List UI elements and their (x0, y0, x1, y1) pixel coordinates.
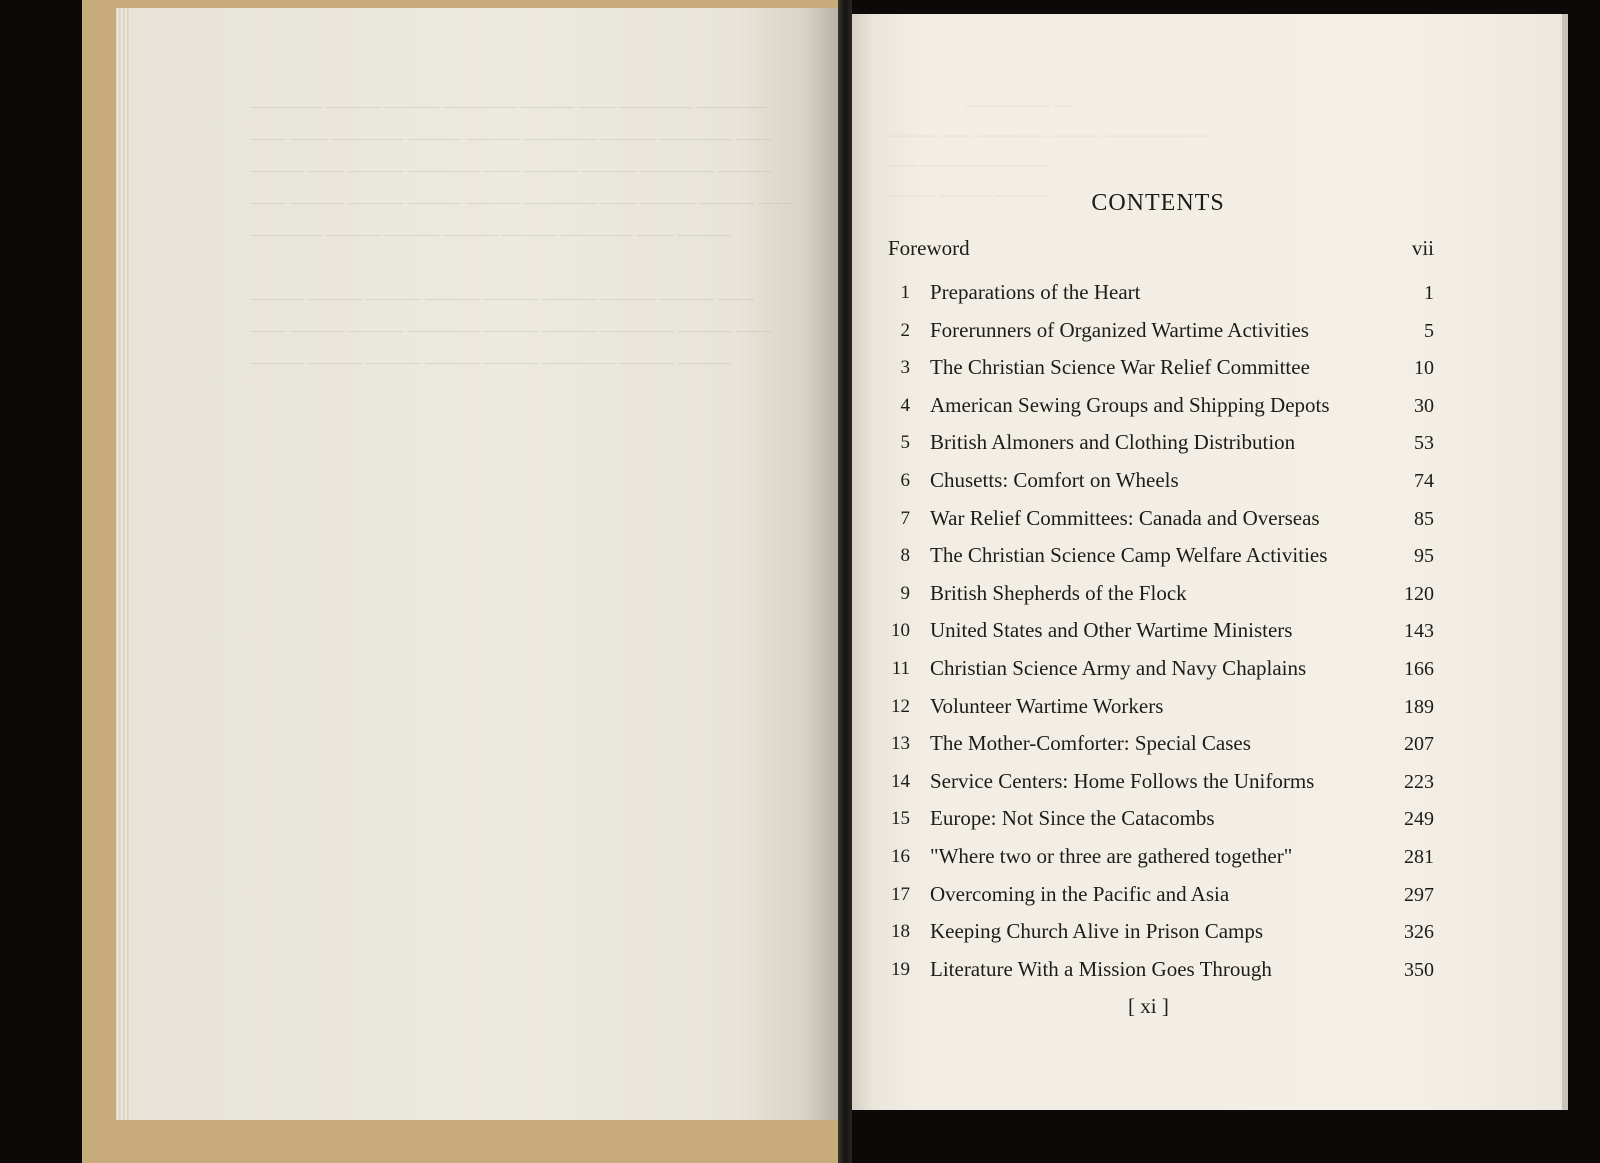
chapter-title: Preparations of the Heart (930, 280, 1141, 304)
chapter-entry (882, 844, 1434, 882)
book-gutter (838, 0, 852, 1163)
chapter-number: 15 (891, 808, 910, 830)
chapter-number: 11 (891, 657, 910, 679)
chapter-page: 74 (1414, 469, 1434, 492)
chapter-page: 53 (1414, 432, 1434, 455)
chapter-page: 143 (1404, 620, 1434, 643)
chapter-number: 7 (900, 507, 910, 529)
chapter-title: Chusetts: Comfort on Wheels (930, 467, 1179, 492)
table-of-contents (852, 14, 1568, 1110)
chapter-title: Europe: Not Since the Catacombs (930, 806, 1215, 831)
chapter-number: 2 (900, 319, 910, 341)
chapter-entry (882, 506, 1434, 544)
chapter-number: 17 (891, 883, 910, 905)
chapter-entry (882, 318, 1434, 356)
chapter-title: United States and Other Wartime Ministers (930, 618, 1293, 643)
chapter-page: 1 (1424, 282, 1434, 304)
chapter-page: 207 (1404, 733, 1434, 756)
chapter-page: 30 (1414, 394, 1434, 417)
chapter-entry (882, 355, 1434, 393)
chapter-title: War Relief Committees: Canada and Overseas (930, 505, 1320, 530)
chapter-page: 350 (1404, 958, 1434, 981)
chapter-page: 281 (1404, 845, 1434, 868)
chapter-title: The Christian Science Camp Welfare Activities (930, 543, 1328, 568)
foreword-page: vii (1411, 236, 1434, 260)
chapter-page: 189 (1404, 695, 1434, 718)
chapter-number: 1 (900, 282, 910, 303)
chapter-entry (882, 468, 1434, 506)
chapter-entry (882, 957, 1434, 995)
chapter-title: Overcoming in the Pacific and Asia (930, 881, 1230, 906)
chapter-page: 166 (1404, 657, 1434, 680)
chapter-number: 14 (891, 770, 910, 792)
chapter-page: 120 (1404, 582, 1434, 605)
chapter-number: 13 (891, 733, 910, 755)
chapter-title: British Almoners and Clothing Distribution (930, 430, 1296, 455)
chapter-page: 223 (1404, 770, 1434, 793)
chapter-entry (882, 618, 1434, 656)
foreword-label: Foreword (888, 236, 970, 260)
chapter-title: American Sewing Groups and Shipping Depots (930, 392, 1330, 417)
chapter-number: 12 (891, 695, 910, 717)
chapter-entry (882, 393, 1434, 431)
chapter-entry (882, 882, 1434, 920)
chapter-entry (882, 731, 1434, 769)
page-folio: [ xi ] (1128, 994, 1169, 1018)
chapter-page: 5 (1424, 319, 1434, 342)
chapter-entry (882, 430, 1434, 468)
chapter-number: 8 (900, 545, 910, 567)
chapter-page: 326 (1404, 921, 1434, 944)
chapter-title: The Christian Science War Relief Committee (930, 355, 1310, 380)
chapter-entry (882, 280, 1434, 318)
left-page-edges (116, 8, 130, 1120)
foreword-entry (888, 236, 1434, 261)
chapter-page: 95 (1414, 545, 1434, 568)
chapter-entry (882, 769, 1434, 807)
chapter-number: 5 (900, 432, 910, 454)
chapter-title: Volunteer Wartime Workers (930, 693, 1164, 718)
chapter-number: 3 (900, 357, 910, 379)
chapter-entry (882, 656, 1434, 694)
chapter-number: 19 (891, 958, 910, 980)
chapter-title: British Shepherds of the Flock (930, 580, 1187, 605)
chapter-title: Forerunners of Organized Wartime Activities (930, 317, 1309, 342)
chapter-title: Christian Science Army and Navy Chaplains (930, 655, 1307, 680)
chapter-page: 249 (1404, 808, 1434, 831)
chapter-list (882, 280, 1434, 994)
chapter-title: Service Centers: Home Follows the Uniforms (930, 768, 1315, 793)
right-page-bleed-through-text: ————— — ——— —— ———— ——— —————— —— ——— ———— ——— ——— ——— (884, 95, 1208, 204)
chapter-number: 9 (900, 582, 910, 604)
chapter-page: 85 (1414, 507, 1434, 530)
chapter-number: 16 (891, 845, 910, 867)
chapter-page: 297 (1404, 883, 1434, 906)
chapter-entry (882, 806, 1434, 844)
chapter-title: Literature With a Mission Goes Through (930, 956, 1272, 981)
left-page-bleed-through-text: ———— ——— ——— ———— ——— —— ———— ———— —— —— ———— ——— ——— ———— ——— ———— —— ——— —— ——— ———— —— ——— ——— ———— ——— —— ——— ——— ——— ——— ———— —— ——— ——— —— ———— ——— ——— ——— ——— ———— —— ——— ——— ——— ——— ——— ——— ——— ——— ——— —— —— ——— ——— ———— ——— ——— ———— ——— —— ——— ——— ——— ——— ——— ———— ——— ——— (250, 96, 795, 372)
chapter-entry (882, 919, 1434, 957)
chapter-title: The Mother-Comforter: Special Cases (930, 731, 1251, 756)
chapter-entry (882, 543, 1434, 581)
chapter-entry (882, 581, 1434, 619)
chapter-title: Keeping Church Alive in Prison Camps (930, 919, 1264, 944)
chapter-number: 4 (900, 394, 910, 416)
chapter-number: 10 (891, 620, 910, 642)
contents-heading: CONTENTS (1091, 190, 1225, 216)
chapter-number: 6 (900, 469, 910, 491)
chapter-page: 10 (1414, 357, 1434, 380)
chapter-entry (882, 694, 1434, 732)
chapter-number: 18 (891, 921, 910, 943)
chapter-title: "Where two or three are gathered together" (930, 843, 1293, 868)
